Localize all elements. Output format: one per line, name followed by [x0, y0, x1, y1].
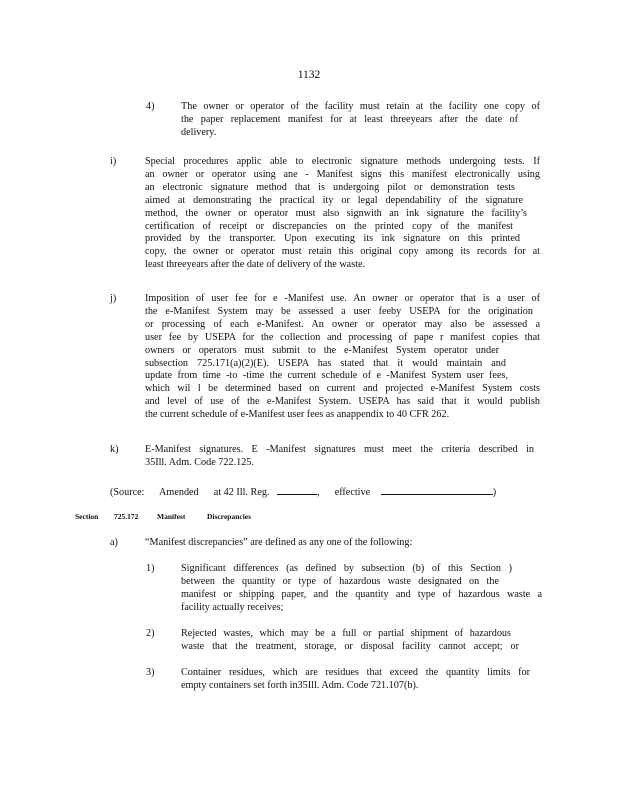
- text-line: least threeyears after the date of delivery of the waste.: [145, 259, 366, 271]
- paragraph-body: [181, 628, 542, 654]
- reg-blank: [277, 484, 317, 495]
- paragraph-body: [145, 537, 540, 550]
- text-line: the e-Manifest System may be assessed a user feeby USEPA for the origination: [145, 305, 533, 317]
- paragraph-label: j): [110, 293, 117, 304]
- paragraph-body: [145, 156, 540, 272]
- text-line: an owner or operator using ane - Manifest signs this manifest electronically using: [145, 168, 540, 180]
- text-line: and level of use of the e-Manifest System. USEPA has said that it would publish: [145, 396, 540, 408]
- section-word: Section: [75, 512, 99, 521]
- paragraph-label: a): [110, 537, 118, 548]
- text-line: which wil l be determined based on current and projected e-Manifest System costs: [145, 383, 540, 395]
- source-amended: Amended: [159, 487, 199, 498]
- text-line: user fee by USEPA for the collection and processing of pape r manifest copies that: [145, 331, 540, 343]
- text-line: facility actually receives;: [181, 601, 284, 613]
- paragraph-body: [181, 101, 540, 140]
- paragraph-label: 4): [146, 101, 155, 112]
- source-comma: ,: [317, 487, 320, 498]
- text-line: Significant differences (as defined by subsection (b) of this Section ): [181, 563, 512, 574]
- text-line: manifest or shipping paper, and the quantity and type of hazardous waste a: [181, 588, 542, 600]
- source-reg: at 42 Ill. Reg.: [213, 487, 270, 498]
- paragraph-label: 3): [146, 667, 155, 678]
- text-line: empty containers set forth in35Ill. Adm. Code 721.107(b).: [181, 679, 419, 691]
- text-line: waste that the treatment, storage, or disposal facility cannot accept; or: [181, 640, 519, 652]
- text-line: update from time -to -time the current schedule of e -Manifest System user fees,: [145, 370, 508, 382]
- text-line: Imposition of user fee for e -Manifest use. An owner or operator that is a user of: [145, 293, 540, 304]
- page-number: 1132: [297, 69, 321, 81]
- text-line: aimed at demonstrating the practical ity or legal dependability of the signature: [145, 194, 523, 206]
- text-line: certification of receipt or discrepancies on the printed copy of the manifest: [145, 220, 513, 232]
- paragraph-label: i): [110, 156, 117, 167]
- text-line: Rejected wastes, which may be a full or partial shipment of hazardous: [181, 628, 511, 639]
- source-note: [110, 484, 540, 500]
- text-line: the paper replacement manifest for at least threeyears after the date of: [181, 113, 518, 125]
- text-line: method, the owner or operator must also signwith an ink signature the facility’s: [145, 207, 527, 219]
- text-line: Container residues, which are residues that exceed the quantity limits for: [181, 667, 530, 678]
- paragraph-body: [145, 444, 540, 470]
- text-line: Special procedures applic able to electronic signature methods undergoing tests. If: [145, 156, 540, 167]
- text-line: “Manifest discrepancies” are defined as any one of the following:: [145, 537, 413, 548]
- section-title-2: Discrepancies: [207, 512, 252, 521]
- text-line: subsection 725.171(a)(2)(E). USEPA has stated that it would maintain and: [145, 357, 506, 369]
- paragraph-body: [181, 667, 542, 693]
- text-line: an electronic signature method that is undergoing pilot or demonstration tests: [145, 181, 515, 193]
- text-line: the current schedule of e-Manifest user fees as anappendix to 40 CFR 262.: [145, 409, 450, 421]
- paragraph-body: [145, 293, 540, 422]
- text-line: between the quantity or type of hazardous waste designated on the: [181, 575, 499, 587]
- text-line: delivery.: [181, 126, 217, 138]
- text-line: copy, the owner or operator must retain this original copy among its records for at: [145, 246, 540, 258]
- source-open: (Source:: [110, 487, 145, 498]
- text-line: The owner or operator of the facility must retain at the facility one copy of: [181, 101, 540, 112]
- paragraph-label: 2): [146, 628, 155, 639]
- section-title-1: Manifest: [157, 512, 186, 521]
- section-number: 725.172: [114, 512, 139, 521]
- text-line: or processing of each e-Manifest. An owner or operator may also be assessed a: [145, 318, 540, 330]
- paragraph-label: 1): [146, 563, 155, 574]
- text-line: owners or operators must submit to the e-Manifest System operator under: [145, 344, 499, 356]
- text-line: 35Ill. Adm. Code 722.125.: [145, 456, 254, 468]
- source-close: ): [492, 487, 497, 498]
- text-line: E-Manifest signatures. E -Manifest signatures must meet the criteria described in: [145, 444, 534, 455]
- text-line: provided by the transporter. Upon executing its ink signature on this printed: [145, 233, 520, 245]
- effective-blank: [381, 484, 493, 495]
- paragraph-body: [181, 563, 542, 615]
- paragraph-label: k): [110, 444, 119, 455]
- source-effective: effective: [334, 487, 371, 498]
